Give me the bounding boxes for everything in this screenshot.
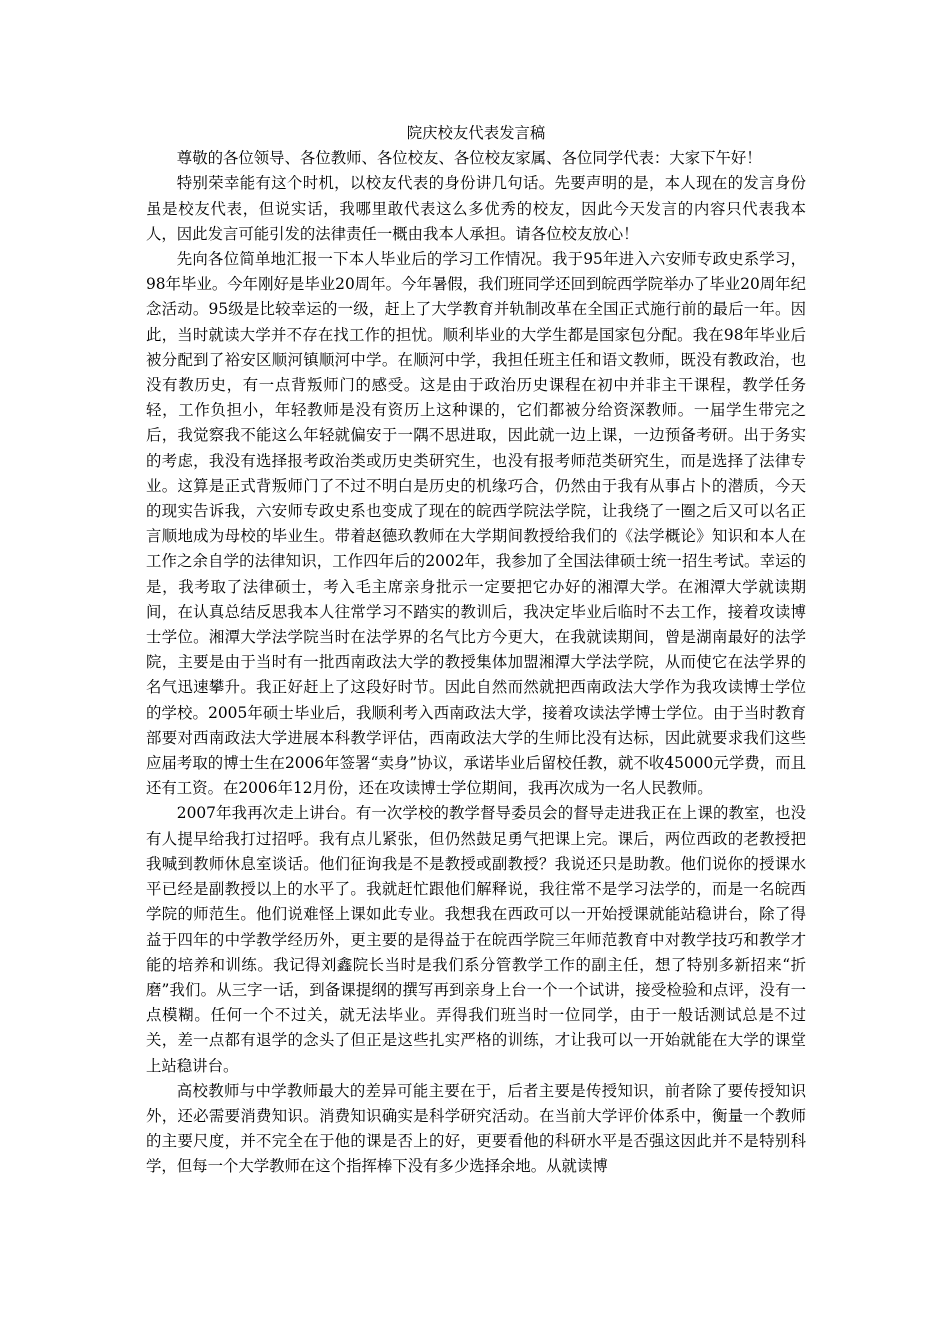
document-page bbox=[146, 121, 806, 1180]
paragraph-teaching-2007: 2007年我再次走上讲台。有一次学校的教学督导委员会的督导走进我正在上课的教室，也没有人提早给我打过招呼。我有点儿紧张，但仍然鼓足勇气把课上完。课后，两位西政的老教授把我喊到教师休息室谈话。他们征询我是不是教授或副教授？我说还只是助教。他们说你的授课水平已经是副教授以上的水平了。我就赶忙跟他们解释说，我往常不是学习法学的，而是一名皖西学院的师范生。他们说难怪上课如此专业。我想我在西政可以一开始授课就能站稳讲台，除了得益于四年的中学教学经历外，更主要的是得益于在皖西学院三年师范教育中对教学技巧和教学才能的培养和训练。我记得刘鑫院长当时是我们系分管教学工作的副主任，想了特别多新招来“折磨”我们。从三字一话，到备课提纲的撰写再到亲身上台一个一个试讲，接受检验和点评，没有一点模糊。任何一个不过关，就无法毕业。弄得我们班当时一位同学，由于一般话测试总是不过关，差一点都有退学的念头了但正是这些扎实严格的训练，才让我可以一开始就能在大学的课堂上站稳讲台。 bbox=[146, 804, 806, 1075]
paragraph-university-teacher: 高校教师与中学教师最大的差异可能主要在于，后者主要是传授知识，前者除了要传授知识外，还必需要消费知识。消费知识确实是科学研究活动。在当前大学评价体系中，衡量一个教师的主要尺度，并不完全在于他的课是否上的好，更要看他的科研水平是否强这因此并不是特别科学，但每一个大学教师在这个指挥棒下没有多少选择余地。从就读博 bbox=[146, 1081, 806, 1176]
document-title: 院庆校友代表发言稿 bbox=[406, 124, 546, 142]
paragraph-study-history: 先向各位简单地汇报一下本人毕业后的学习工作情况。我于95年进入六安师专政史系学习，98年毕业。今年刚好是毕业20周年。今年暑假，我们班同学还回到皖西学院举办了毕业20周年纪念活动。95级是比较幸运的一级，赶上了大学教育并轨制改革在全国正式施行前的最后一年。因此，当时就读大学并不存在找工作的担忧。顺利毕业的大学生都是国家包分配。我在98年毕业后被分配到了裕安区顺河镇顺河中学。在顺河中学，我担任班主任和语文教师，既没有教政治，也没有教历史，有一点背叛师门的感受。这是由于政治历史课程在初中并非主干课程，教学任务轻，工作负担小，年轻教师是没有资历上这种课的，它们都被分给资深教师。一届学生带完之后，我觉察我不能这么年轻就偏安于一隅不思进取，因此就一边上课，一边预备考研。出于务实的考虑，我没有选择报考政治类或历史类研究生，也没有报考师范类研究生，而是选择了法律专业。这算是正式背叛师门了不过不明白是历史的机缘巧合，仍然由于我有从事占卜的潜质，今天的现实告诉我，六安师专政史系也变成了现在的皖西学院法学院，让我绕了一圈之后又可以名正言顺地成为母校的毕业生。带着赵德玖教师在大学期间教授给我们的《法学概论》知识和本人在工作之余自学的法律知识，工作四年后的2002年，我参加了全国法律硕士统一招生考试。幸运的是，我考取了法律硕士，考入毛主席亲身批示一定要把它办好的湘潭大学。在湘潭大学就读期间，在认真总结反思我本人往常学习不踏实的教训后，我决定毕业后临时不去工作，接着攻读博士学位。湘潭大学法学院当时在法学界的名气比方今更大，在我就读期间，曾是湖南最好的法学院，主要是由于当时有一批西南政法大学的教授集体加盟湘潭大学法学院，从而使它在法学界的名气迅速攀升。我正好赶上了这段好时节。因此自然而然就把西南政法大学作为我攻读博士学位的学校。2005年硕士毕业后，我顺利考入西南政法大学，接着攻读法学博士学位。由于当时教育部要对西南政法大学进展本科教学评估，西南政法大学的生师比没有达标，因此就要求我们这些应届考取的博士生在2006年签署“卖身”协议，承诺毕业后留校任教，就不收45000元学费，而且还有工资。在2006年12月份，还在攻读博士学位期间，我再次成为一名人民教师。 bbox=[146, 250, 806, 798]
paragraph-intro: 特别荣幸能有这个时机，以校友代表的身份讲几句话。先要声明的是，本人现在的发言身份虽是校友代表，但说实话，我哪里敢代表这么多优秀的校友，因此今天发言的内容只代表我本人，因此发言可能引发的法律责任一概由我本人承担。请各位校友放心！ bbox=[146, 174, 806, 243]
paragraph-greeting: 尊敬的各位领导、各位教师、各位校友、各位校友家属、各位同学代表：大家下午好！ bbox=[176, 149, 762, 168]
